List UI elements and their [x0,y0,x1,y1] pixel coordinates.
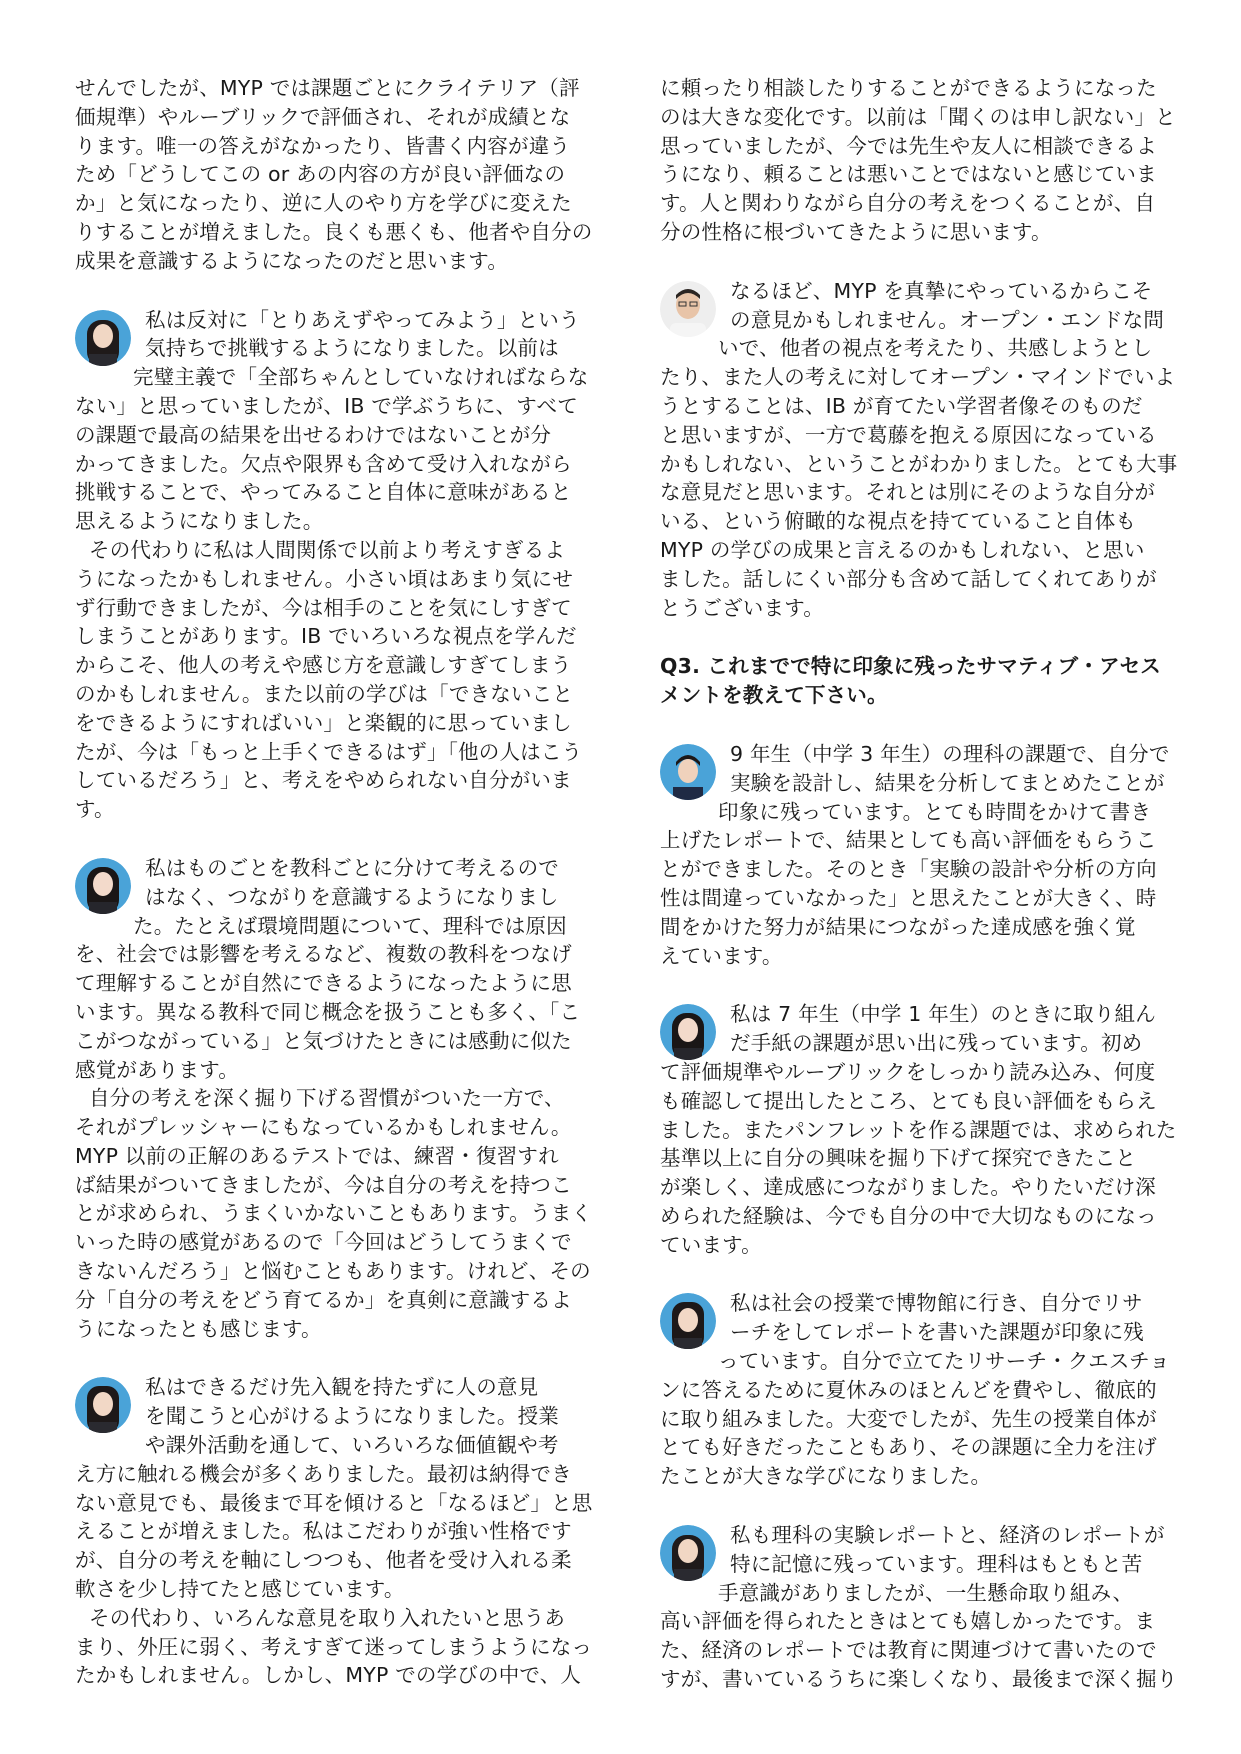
text-line: 挑戦することで、やってみること自体に意味があると [75,480,572,505]
text-line: 思っていましたが、今では先生や友人に相談できるよ [660,133,1157,158]
text-line: 私も理科の実験レポートと、経済のレポートが [730,1523,1165,1548]
text-line: たり、また人の考えに対してオープン・マインドでいよ [660,365,1176,390]
text-line: 実験を設計し、結果を分析してまとめたことが [730,770,1165,795]
text-line: ました。またパンフレットを作る課題では、求められた [660,1117,1177,1142]
text-line: います。異なる教科で同じ概念を扱うことも多く、「こ [75,999,581,1024]
text-line: 分「自分の考えをどう育てるか」を真剣に意識するよ [75,1287,572,1312]
text-line: とができました。そのとき「実験の設計や分析の方向 [660,857,1157,882]
text-line: 完璧主義で「全部ちゃんとしていなければならな [133,365,589,390]
text-line: たが、今は「もっと上手くできるはず」「他の人はこう [75,739,583,764]
text-line: 私は 7 年生（中学 1 年生）のときに取り組ん [730,1002,1156,1027]
text-line: をできるようにすればいい」と楽観的に思っていまし [75,710,572,735]
text-line: 軟さを少し持てたと感じています。 [75,1577,405,1602]
student-answer-4 [660,1521,1178,1694]
text-line: いで、他者の視点を考えたり、共感しようとし [718,336,1153,361]
text-line: それがプレッシャーにもなっているかもしれません。 [75,1115,572,1140]
text-line: 性は間違っていなかった」と思えたことが大きく、時 [660,885,1157,910]
text-line: 私はできるだけ先入観を持たずに人の意見 [145,1375,539,1400]
text-line: かもしれない、ということがわかりました。とても大事 [660,451,1178,476]
text-line: その代わりに私は人間関係で以前より考えすぎるよ [89,537,566,562]
text-line: 成果を意識するようになったのだと思います。 [75,248,509,273]
text-line: た、経済のレポートでは教育に関連づけて書いたので [660,1638,1157,1663]
text-line: 私は反対に「とりあえずやってみよう」という [145,307,580,332]
text-line: ため「どうしてこの or あの内容の方が良い評価なの [75,162,566,187]
text-line: のは大きな変化です。以前は「聞くのは申し訳ない」と [660,104,1176,129]
text-line: 私は社会の授業で博物館に行き、自分でリサ [730,1291,1143,1316]
text-line: まり、外圧に弱く、考えすぎて迷ってしまうようになっ [75,1634,593,1659]
question-line: メントを教えて下さい。 [660,683,888,708]
text-line: た。たとえば環境問題について、理科では原因 [133,913,567,938]
text-line: だ手紙の課題が思い出に残っています。初め [730,1031,1143,1056]
text-line: たことが大きな学びになりました。 [660,1464,992,1489]
student-avatar [75,310,131,366]
text-line: いる、という俯瞰的な視点を持てていること自体も [660,509,1137,534]
text-line: うになり、頼ることは悪いことではないと感じていま [660,162,1157,187]
question-heading [660,652,1170,710]
text-line: りすることが増えました。良くも悪くも、他者や自分の [75,219,593,244]
text-line: ました。話しにくい部分も含めて話してくれてありが [660,566,1157,591]
text-line: っています。自分で立てたリサーチ・クエスチョ [718,1349,1170,1374]
student-avatar [660,1004,716,1060]
text-line: のかもしれません。また以前の学びは「できないこと [75,681,574,706]
text-line: て評価規準やルーブリックをしっかり読み込み、何度 [660,1059,1156,1084]
question-line: Q3. これまでで特に印象に残ったサマティブ・アセス [660,654,1161,679]
text-line: ず行動できましたが、今は相手のことを気にしすぎて [75,595,572,620]
text-line: 私はものごとを教科ごとに分けて考えるので [145,855,559,880]
text-line: きないんだろう」と悩むこともあります。けれど、その [75,1259,591,1284]
text-line: はなく、つながりを意識するようになりまし [145,884,559,909]
text-line: 特に記憶に残っています。理科はもともと苦 [730,1551,1143,1576]
text-line: す。 [75,797,115,822]
text-line: の意見かもしれません。オープン・エンドな問 [730,307,1165,332]
text-line: とうございます。 [660,595,824,620]
text-line: 感覚があります。 [75,1057,239,1082]
teacher-avatar [660,281,716,337]
text-line: すが、書いているうちに楽しくなり、最後まで深く掘り [660,1667,1178,1692]
student-avatar [75,858,131,914]
text-line: 間をかけた努力が結果につながった達成感を強く覚 [660,914,1136,939]
text-line: MYP 以前の正解のあるテストでは、練習・復習すれ [75,1143,559,1168]
text-line: す。人と関わりながら自分の考えをつくることが、自 [660,191,1156,216]
paragraph-continued [660,74,1176,247]
text-line: な意見だと思います。それとは別にそのような自分が [660,480,1156,505]
text-line: えることが増えました。私はこだわりが強い性格です [75,1519,572,1544]
text-line: ります。唯一の答えがなかったり、皆書く内容が違う [75,133,571,158]
text-line: ば結果がついてきましたが、今は自分の考えを持つこ [75,1172,572,1197]
text-line: 基準以上に自分の興味を掘り下げて探究できたこと [660,1146,1137,1171]
text-line: とが求められ、うまくいかないこともあります。うまく [75,1201,593,1226]
student-answer-3 [660,1289,1170,1491]
text-line: 上げたレポートで、結果としても高い評価をもらうこ [660,828,1157,853]
text-line: を、社会では影響を考えるなど、複数の教科をつなげ [75,942,572,967]
text-line: こがつながっている」と気づけたときには感動に似た [75,1028,572,1053]
text-line: MYP の学びの成果と言えるのかもしれない、と思い [660,537,1145,562]
text-line: 9 年生（中学 3 年生）の理科の課題で、自分で [730,741,1170,766]
text-line: 分の性格に根づいてきたように思います。 [660,219,1052,244]
text-line: も確認して提出したところ、とても良い評価をもらえ [660,1088,1157,1113]
text-line: からこそ、他人の考えや感じ方を意識しすぎてしまう [75,653,572,678]
student-answer-2 [660,1000,1177,1259]
student-avatar [660,1525,716,1581]
text-line: うとすることは、IB が育てたい学習者像そのものだ [660,393,1143,418]
text-line: が楽しく、達成感につながりました。やりたいだけ深 [660,1175,1156,1200]
text-line: しまうことがあります。IB でいろいろな視点を学んだ [75,624,577,649]
text-line: て理解することが自然にできるようになったように思 [75,971,572,996]
text-line: や課外活動を通して、いろいろな価値観や考 [145,1433,559,1458]
text-line: うになったかもしれません。小さい頃はあまり気にせ [75,566,574,591]
student-answer-1 [660,740,1170,970]
text-line: められた経験は、今でも自分の中で大切なものになっ [660,1203,1157,1228]
text-line: 手意識がありましたが、一生懸命取り組み、 [718,1580,1134,1605]
text-line: なるほど、MYP を真摯にやっているからこそ [730,278,1153,303]
teacher-comment [660,277,1178,623]
text-line: 高い評価を得られたときはとても嬉しかったです。ま [660,1609,1156,1634]
text-line: に取り組みました。大変でしたが、先生の授業自体が [660,1406,1157,1431]
student-comment-3 [75,1373,593,1690]
left-column [75,74,593,1690]
text-line: かってきました。欠点や限界も含めて受け入れながら [75,451,572,476]
text-line: ない」と思っていましたが、IB で学ぶうちに、すべて [75,393,578,418]
text-line: 自分の考えを深く掘り下げる習慣がついた一方で、 [89,1086,565,1111]
text-line: 気持ちで挑戦するようになりました。以前は [145,336,559,361]
text-line: え方に触れる機会が多くありました。最初は納得でき [75,1461,572,1486]
text-line: せんでしたが、MYP では課題ごとにクライテリア（評 [75,76,580,100]
text-line: か」と気になったり、逆に人のやり方を学びに変えた [75,191,572,216]
student-comment-2 [75,854,593,1344]
student-comment-1 [75,306,589,824]
text-line: その代わり、いろんな意見を取り入れたいと思うあ [89,1605,566,1630]
text-line: ーチをしてレポートを書いた課題が印象に残 [730,1320,1144,1345]
text-line: 思えるようになりました。 [75,509,324,534]
right-column [660,74,1178,1694]
text-line: が、自分の考えを軸にしつつも、他者を受け入れる柔 [75,1548,572,1573]
text-line: しているだろう」と、考えをやめられない自分がいま [75,768,572,793]
text-line: たかもしれません。しかし、MYP での学びの中で、人 [75,1663,582,1688]
text-line: に頼ったり相談したりすることができるようになった [660,76,1157,100]
text-line: と思いますが、一方で葛藤を抱える原因になっている [660,422,1157,447]
student-avatar [660,744,716,800]
text-line: 価規準）やルーブリックで評価され、それが成績とな [75,104,571,129]
text-line: 印象に残っています。とても時間をかけて書き [718,799,1152,824]
text-line: ています。 [660,1232,762,1257]
text-line: を聞こうと心がけるようになりました。授業 [145,1404,559,1429]
text-line: ない意見でも、最後まで耳を傾けると「なるほど」と思 [75,1490,593,1515]
text-line: とても好きだったこともあり、その課題に全力を注げ [660,1435,1157,1460]
paragraph-intro [75,74,593,276]
text-line: いった時の感覚があるので「今回はどうしてうまくで [75,1230,572,1255]
text-line: の課題で最高の結果を出せるわけではないことが分 [75,422,552,447]
text-line: ンに答えるために夏休みのほとんどを費やし、徹底的 [660,1377,1157,1402]
text-line: うになったとも感じます。 [75,1316,322,1341]
text-line: えています。 [660,943,783,968]
